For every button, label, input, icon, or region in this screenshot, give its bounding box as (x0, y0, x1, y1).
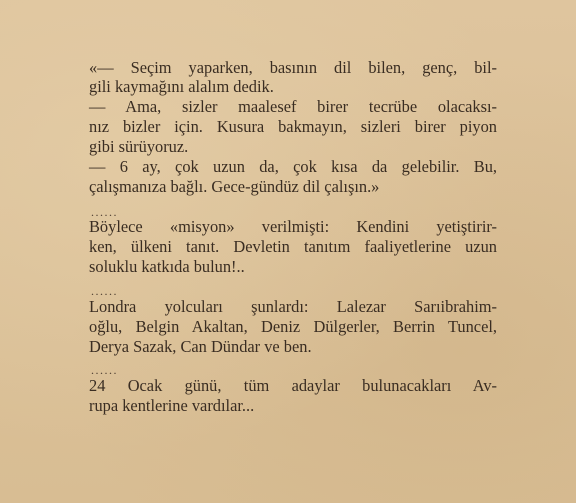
text-line: çalışmanıza bağlı. Gece-gündüz dil çalışın.» (89, 177, 380, 196)
text-line: — 6 ay, çok uzun da, çok kısa da gelebilir. Bu, (89, 157, 497, 176)
text-line: Böylece «misyon» verilmişti: Kendini yetiştirir- (89, 217, 497, 236)
text-line: Derya Sazak, Can Dündar ve ben. (89, 337, 312, 356)
text-line: Londra yolcuları şunlardı: Lalezar Sarıibrahim- (89, 297, 497, 316)
text-line: soluklu katkıda bulun!.. (89, 257, 245, 276)
text-line: gibi sürüyoruz. (89, 137, 189, 156)
text-line: oğlu, Belgin Akaltan, Deniz Dülgerler, Berrin Tuncel, (89, 317, 497, 336)
text-line: rupa kentlerine vardılar... (89, 396, 255, 415)
section-separator: ...... (91, 284, 118, 298)
text-line: «— Seçim yaparken, basının dil bilen, genç, bil- (89, 58, 497, 77)
section-separator: ...... (91, 363, 118, 377)
text-line: 24 Ocak günü, tüm adaylar bulunacakları Av- (89, 376, 497, 395)
section-separator: ...... (91, 205, 118, 219)
text-line: gili kaymağını alalım dedik. (89, 77, 274, 96)
text-line: nız bizler için. Kusura bakmayın, sizleri birer piyon (89, 117, 497, 136)
text-line: ken, ülkeni tanıt. Devletin tanıtım faaliyetlerine uzun (89, 237, 497, 256)
text-line: — Ama, sizler maalesef birer tecrübe olacaksı- (89, 97, 497, 116)
